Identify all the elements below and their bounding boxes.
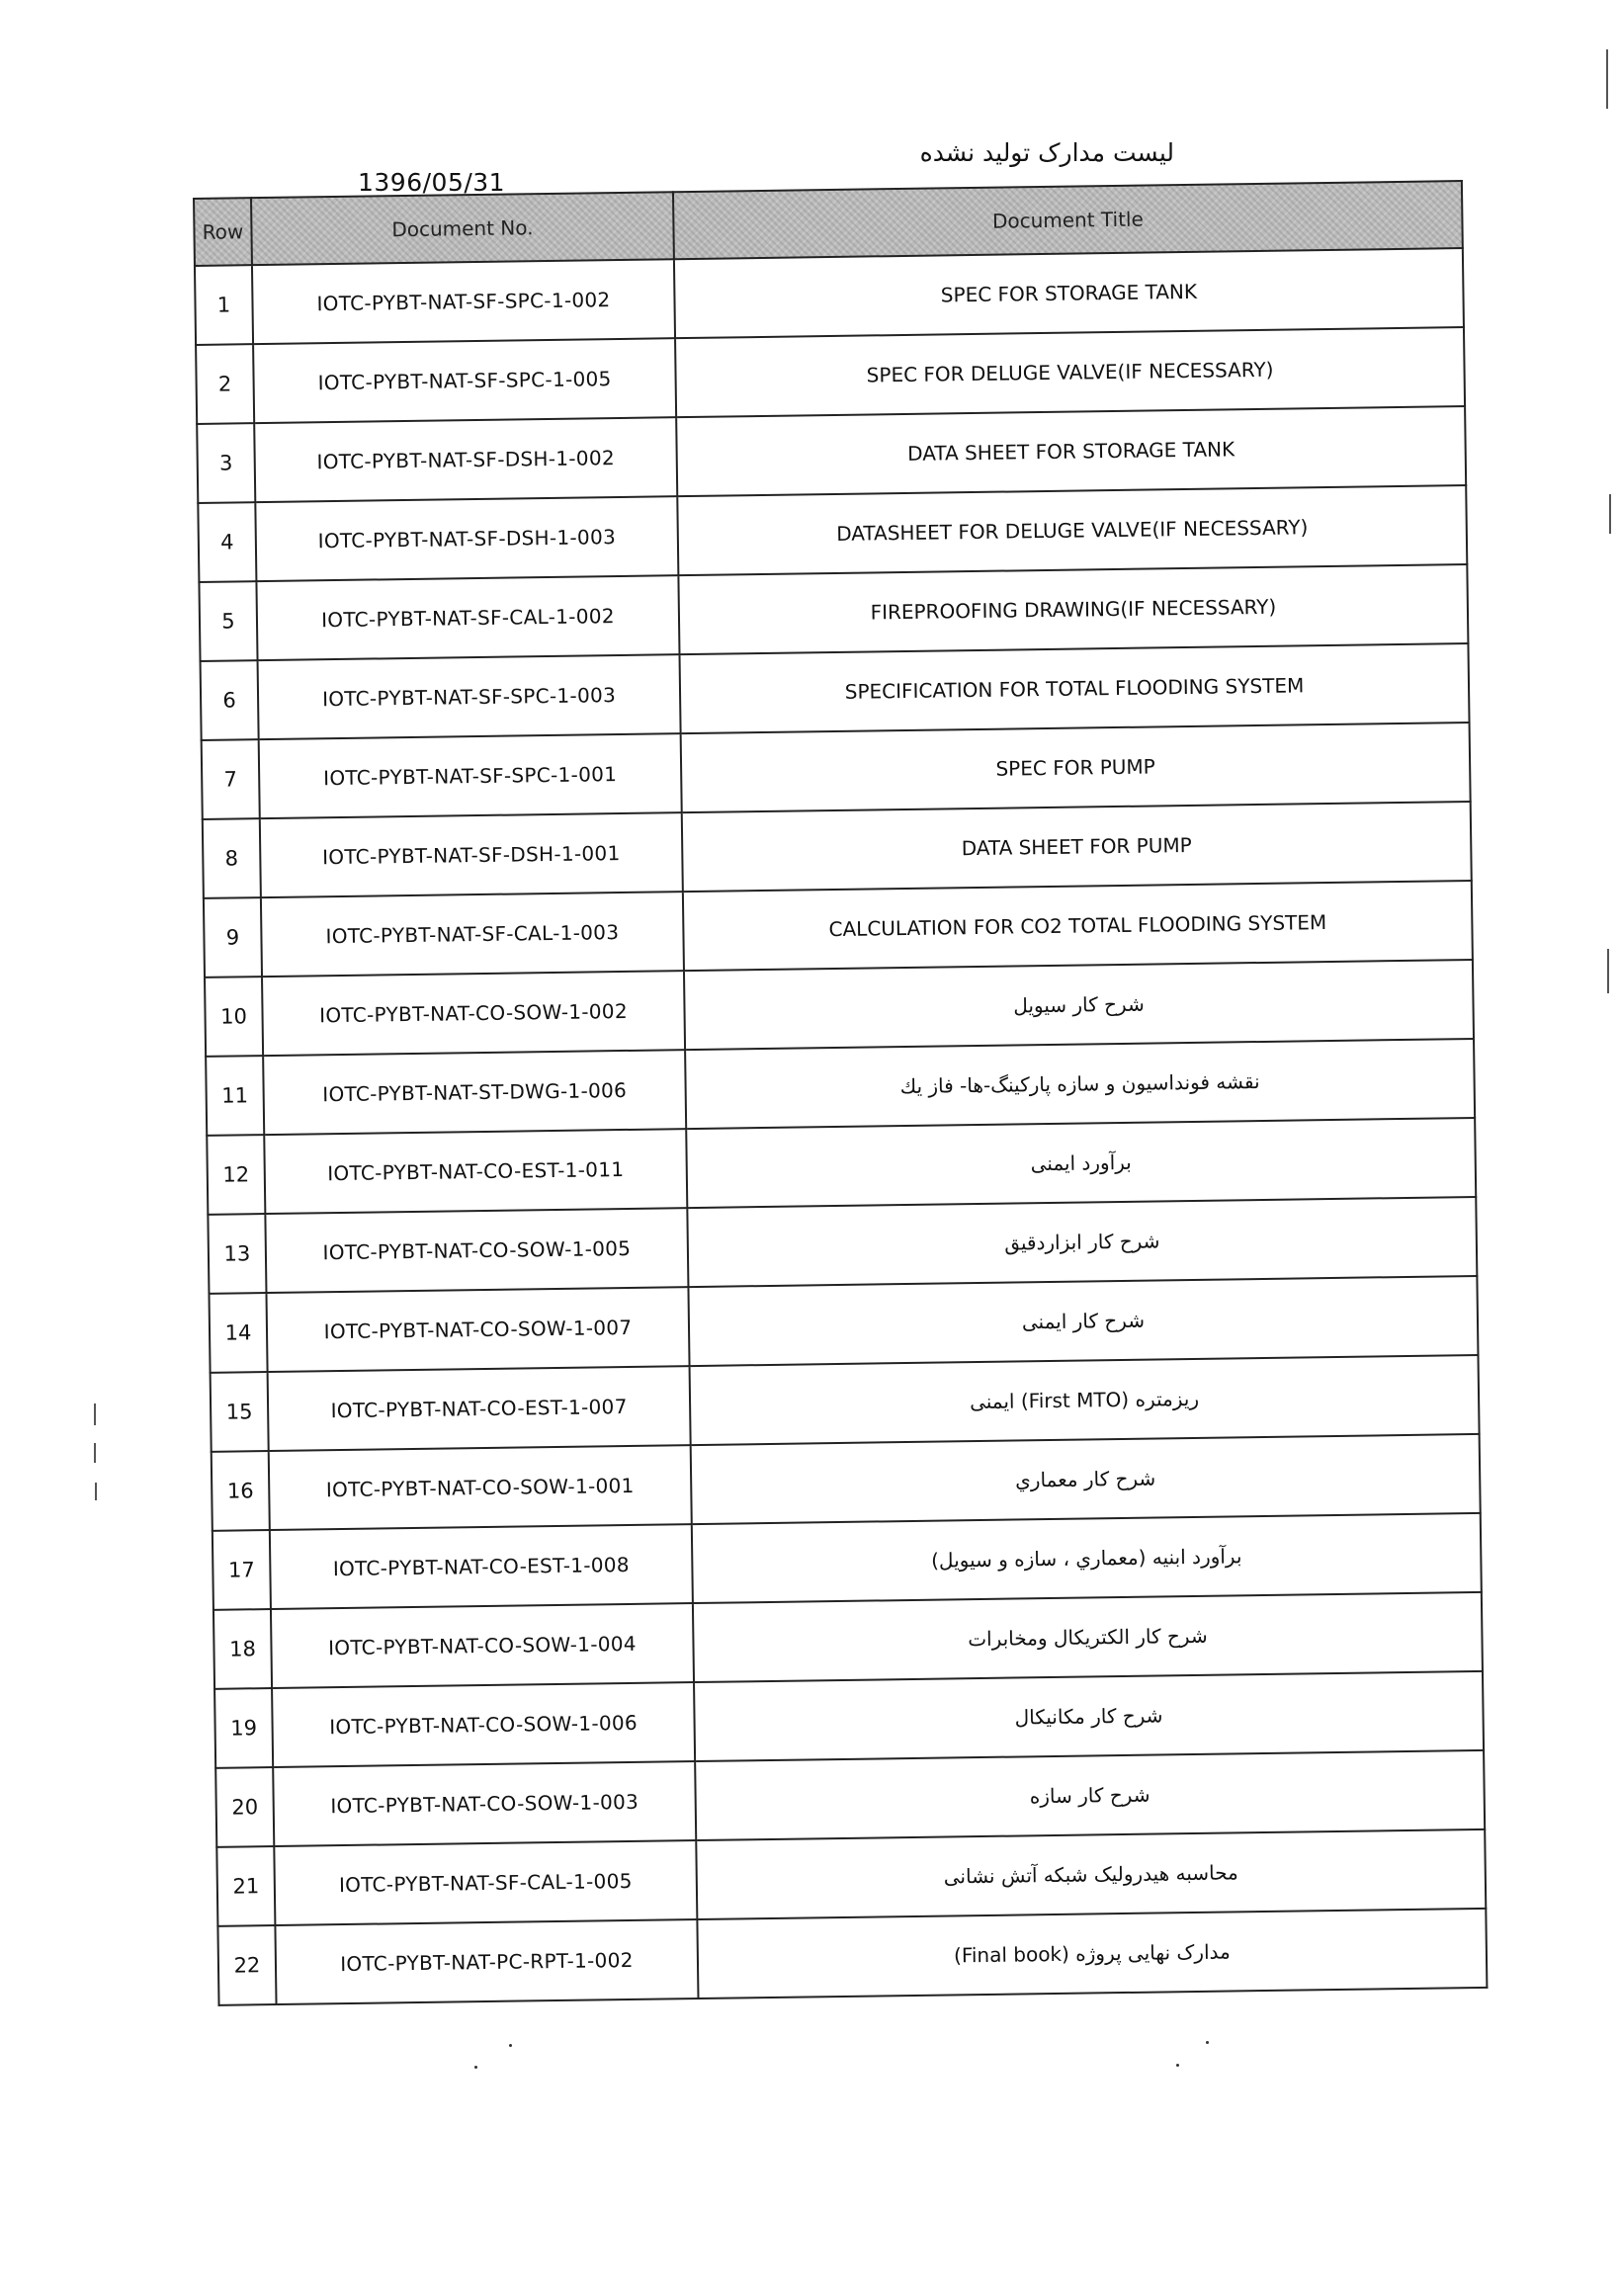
- row-number-cell: 9: [204, 897, 262, 978]
- row-number-cell: 15: [211, 1372, 269, 1452]
- row-number-cell: 17: [213, 1530, 271, 1610]
- row-number-cell: 13: [208, 1214, 266, 1294]
- row-number-cell: 16: [212, 1451, 270, 1531]
- margin-mark: [95, 1483, 97, 1500]
- row-number-cell: 19: [214, 1688, 273, 1768]
- document-title-cell: مدارک نهایی پروژه (Final book): [697, 1909, 1487, 1998]
- document-number-cell: IOTC-PYBT-NAT-CO-SOW-1-005: [265, 1208, 688, 1293]
- row-number-cell: 21: [216, 1846, 275, 1926]
- document-title-cell: شرح کار سازه: [695, 1750, 1485, 1840]
- document-number-cell: IOTC-PYBT-NAT-SF-CAL-1-003: [261, 892, 684, 977]
- row-number-cell: 10: [205, 977, 263, 1057]
- document-title-cell: DATASHEET FOR DELUGE VALVE(IF NECESSARY): [677, 485, 1467, 575]
- row-number-cell: 20: [215, 1767, 274, 1847]
- row-number-cell: 7: [202, 739, 260, 819]
- document-title-cell: SPEC FOR DELUGE VALVE(IF NECESSARY): [675, 327, 1465, 417]
- document-title-cell: SPECIFICATION FOR TOTAL FLOODING SYSTEM: [680, 643, 1470, 733]
- table-row: [217, 1909, 1487, 2005]
- document-title-cell: CALCULATION FOR CO2 TOTAL FLOODING SYSTEM: [683, 881, 1473, 971]
- margin-mark: [94, 1443, 96, 1463]
- document-number-cell: IOTC-PYBT-NAT-CO-EST-1-007: [268, 1366, 691, 1451]
- row-number-cell: 11: [206, 1056, 264, 1136]
- document-number-cell: IOTC-PYBT-NAT-SF-DSH-1-001: [260, 812, 683, 897]
- row-number-cell: 18: [213, 1609, 272, 1689]
- page-date: 1396/05/31: [358, 168, 506, 197]
- document-number-cell: IOTC-PYBT-NAT-CO-SOW-1-006: [272, 1682, 695, 1767]
- document-number-cell: IOTC-PYBT-NAT-ST-DWG-1-006: [263, 1050, 686, 1135]
- document-title-cell: نقشه فونداسیون و سازه پارکینگ-ها- فاز یك: [685, 1039, 1475, 1129]
- document-title-cell: شرح کار مکانیکال: [694, 1671, 1484, 1761]
- table-body: [195, 248, 1487, 2005]
- document-title-cell: FIREPROOFING DRAWING(IF NECESSARY): [678, 564, 1468, 654]
- document-title-cell: شرح کار معماري: [691, 1434, 1481, 1524]
- margin-mark: [1607, 949, 1609, 993]
- document-number-cell: IOTC-PYBT-NAT-SF-SPC-1-001: [259, 733, 682, 818]
- document-number-cell: IOTC-PYBT-NAT-SF-DSH-1-002: [254, 417, 677, 502]
- documents-table: [193, 180, 1488, 2006]
- document-number-cell: IOTC-PYBT-NAT-SF-SPC-1-003: [258, 654, 681, 739]
- row-number-cell: 14: [209, 1293, 267, 1373]
- document-title-cell: شرح کار الکتریکال ومخابرات: [693, 1592, 1483, 1682]
- scan-speck: [509, 2044, 512, 2047]
- scan-speck: [1176, 2064, 1179, 2067]
- document-number-cell: IOTC-PYBT-NAT-CO-SOW-1-007: [266, 1287, 689, 1372]
- document-number-cell: IOTC-PYBT-NAT-CO-EST-1-011: [264, 1129, 687, 1214]
- row-number-cell: 3: [197, 423, 255, 503]
- margin-mark: [1609, 494, 1611, 534]
- row-number-cell: 5: [199, 581, 257, 661]
- row-number-cell: 2: [196, 344, 254, 424]
- document-title-cell: برآورد ایمنی: [686, 1118, 1476, 1208]
- document-title-cell: SPEC FOR STORAGE TANK: [674, 248, 1464, 338]
- document-number-cell: IOTC-PYBT-NAT-SF-CAL-1-002: [256, 575, 679, 660]
- document-title-cell: ریزمتره (First MTO) ایمنی: [690, 1355, 1480, 1445]
- document-number-cell: IOTC-PYBT-NAT-CO-SOW-1-003: [273, 1761, 696, 1846]
- document-title-cell: برآورد ابنیه (معماري ، سازه و سیویل): [692, 1513, 1482, 1603]
- document-number-cell: IOTC-PYBT-NAT-CO-SOW-1-002: [262, 971, 685, 1056]
- document-number-cell: IOTC-PYBT-NAT-SF-SPC-1-005: [253, 338, 676, 423]
- column-header-document-no: Document No.: [251, 192, 674, 265]
- column-header-document-title: Document Title: [673, 181, 1463, 259]
- row-number-cell: 4: [198, 502, 256, 582]
- document-title-cell: DATA SHEET FOR PUMP: [682, 802, 1472, 892]
- page-heading: لیست مدارک تولید نشده: [919, 138, 1174, 167]
- row-number-cell: 22: [217, 1925, 276, 2005]
- document-number-cell: IOTC-PYBT-NAT-CO-SOW-1-001: [269, 1445, 692, 1530]
- scan-speck: [474, 2066, 477, 2069]
- document-number-cell: IOTC-PYBT-NAT-PC-RPT-1-002: [275, 1919, 698, 2004]
- document-title-cell: شرح کار ایمنی: [688, 1276, 1478, 1366]
- document-number-cell: IOTC-PYBT-NAT-SF-SPC-1-002: [252, 259, 675, 344]
- document-title-cell: شرح کار سیویل: [684, 960, 1474, 1050]
- document-title-cell: SPEC FOR PUMP: [681, 723, 1471, 812]
- document-number-cell: IOTC-PYBT-NAT-SF-DSH-1-003: [255, 496, 678, 581]
- document-title-cell: DATA SHEET FOR STORAGE TANK: [676, 406, 1466, 496]
- row-number-cell: 8: [203, 818, 261, 898]
- document-number-cell: IOTC-PYBT-NAT-CO-SOW-1-004: [271, 1603, 694, 1688]
- document-number-cell: IOTC-PYBT-NAT-CO-EST-1-008: [270, 1524, 693, 1609]
- row-number-cell: 1: [195, 265, 253, 345]
- document-title-cell: محاسبه هیدرولیک شبکه آتش نشانی: [696, 1829, 1486, 1919]
- margin-mark: [1606, 49, 1608, 109]
- scan-speck: [1206, 2041, 1209, 2044]
- document-title-cell: شرح کار ابزاردقیق: [687, 1197, 1477, 1287]
- row-number-cell: 12: [207, 1135, 265, 1215]
- margin-mark: [94, 1403, 96, 1425]
- row-number-cell: 6: [201, 660, 259, 740]
- document-number-cell: IOTC-PYBT-NAT-SF-CAL-1-005: [274, 1840, 697, 1925]
- column-header-row: Row: [194, 198, 252, 266]
